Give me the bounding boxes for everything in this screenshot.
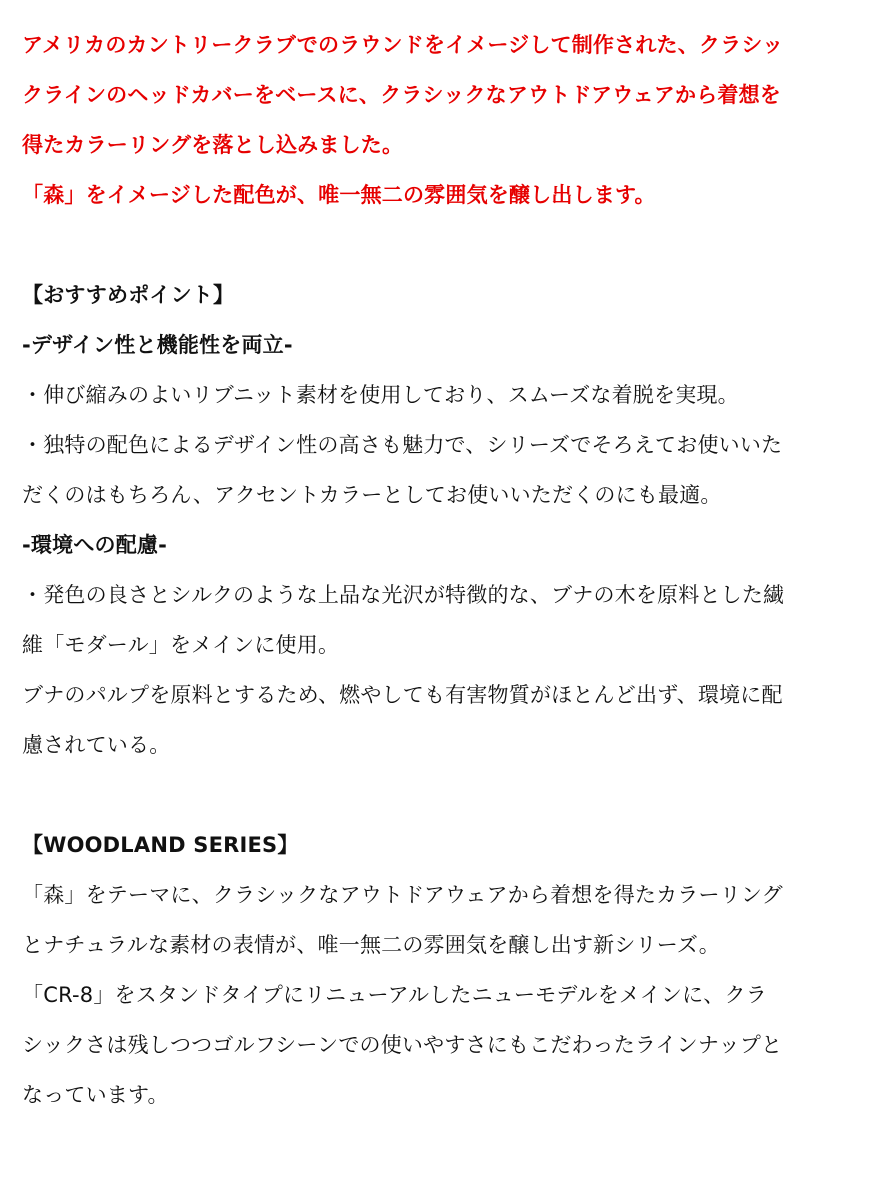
- spacer: [22, 770, 878, 820]
- series-line: 「森」をテーマに、クラシックなアウトドアウェアから着想を得たカラーリング: [22, 883, 783, 907]
- intro-line: 「森」をイメージした配色が、唯一無二の雰囲気を醸し出します。: [22, 183, 656, 207]
- series-heading: 【WOODLAND SERIES】: [22, 833, 299, 857]
- intro-section: [22, 20, 878, 220]
- series-line: シックさは残しつつゴルフシーンでの使いやすさにもこだわったラインナップと: [22, 1033, 783, 1057]
- eco-line: 慮されている。: [22, 733, 171, 757]
- design-line: ・独特の配色によるデザイン性の高さも魅力で、シリーズでそろえてお使いいた: [22, 433, 783, 457]
- design-subheading: -デザイン性と機能性を両立-: [22, 333, 293, 357]
- eco-line: ブナのパルプを原料とするため、燃やしても有害物質がほとんど出ず、環境に配: [22, 683, 783, 707]
- eco-subheading: -環境への配慮-: [22, 533, 168, 557]
- series-line: 「CR-8」をスタンドタイプにリニューアルしたニューモデルをメインに、クラ: [22, 983, 767, 1007]
- eco-line: 維「モダール」をメインに使用。: [22, 633, 340, 657]
- design-line: ・伸び縮みのよいリブニット素材を使用しており、スムーズな着脱を実現。: [22, 383, 739, 407]
- intro-line: アメリカのカントリークラブでのラウンドをイメージして制作された、クラシッ: [22, 33, 784, 57]
- spacer: [22, 220, 878, 270]
- eco-line: ・発色の良さとシルクのような上品な光沢が特徴的な、ブナの木を原料とした繊: [22, 583, 785, 607]
- recommend-section: [22, 270, 878, 770]
- intro-line: クラインのヘッドカバーをベースに、クラシックなアウトドアウェアから着想を: [22, 83, 781, 107]
- series-line: とナチュラルな素材の表情が、唯一無二の雰囲気を醸し出す新シリーズ。: [22, 933, 720, 957]
- design-line: だくのはもちろん、アクセントカラーとしてお使いいただくのにも最適。: [22, 483, 722, 507]
- recommend-heading: 【おすすめポイント】: [22, 283, 235, 307]
- series-section: [22, 820, 878, 1120]
- series-line: なっています。: [22, 1083, 169, 1107]
- intro-line: 得たカラーリングを落とし込みました。: [22, 133, 404, 157]
